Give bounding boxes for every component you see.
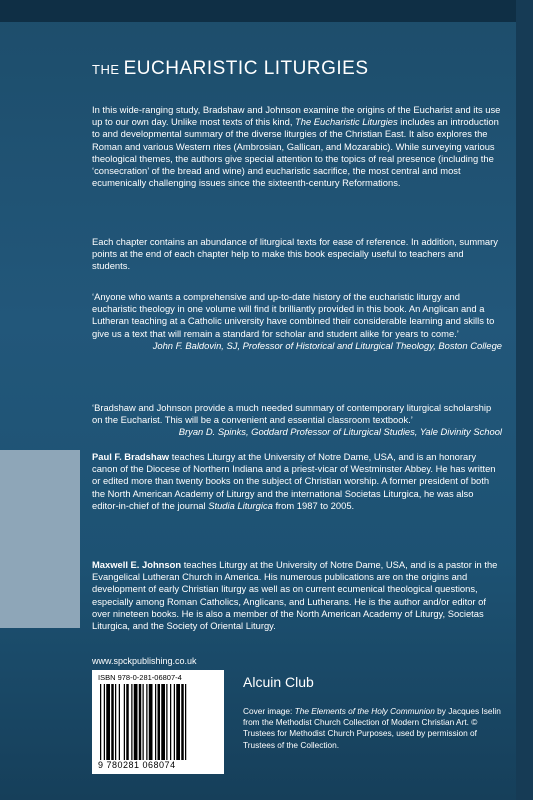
cover-image-credit: [243, 706, 505, 751]
description-text-a: In this wide-ranging study, Bradshaw and Johnson examine the origins of the Eucharist and its use up to our own day. Unlike most texts of this kind,: [92, 104, 501, 128]
isbn-label: ISBN 978-0-281-06807-4: [98, 673, 182, 682]
endorsement-quote: ‘Bradshaw and Johnson provide a much needed summary of contemporary liturgical scholarship on the Eucharist. This will be a convenient and essential classroom textbook.’: [92, 402, 492, 426]
author-name: Maxwell E. Johnson: [92, 559, 182, 570]
artwork-title: The Elements of the Holy Communion: [294, 706, 435, 716]
publisher-website[interactable]: www.spckpublishing.co.uk: [92, 656, 197, 666]
credit-text-b: by Jacques Iselin from the Methodist Church Collection of Modern Christian Art. © Trustees for Methodist Church Purposes, used by permission of Trustees of the Collection.: [243, 706, 501, 750]
title-article: THE: [92, 62, 124, 77]
endorsement-spinks: [92, 402, 502, 439]
bio-text: teaches Liturgy at the University of Notre Dame, USA, and is a pastor in the Evangelical Lutheran Church in America. His numerous publications are on the origins and development of early Christian liturgy as well as on current ecumenical theological questions, especially among Roman Catholics, Anglicans, and Lutherans. He is the author and/or editor of over nineteen books. He is also a member of the North American Academy of Liturgy, Societas Liturgica, and the Society of Oriental Liturgy.: [92, 559, 498, 632]
side-color-band: [0, 450, 80, 628]
description-text-b: includes an introduction to and developmental summary of the diverse liturgies of the Christian East. It also explores the Roman and various Western rites (Ambrosian, Gallican, and Mozarabic). While surveying various theological themes, the authors give special attention to the topics of real presence (including the ‘consecration’ of the bread and wine) and eucharistic sacrifice, the most central and most ecumenically challenging issues since the sixteenth-century Reformations.: [92, 116, 499, 189]
description-book-title: The Eucharistic Liturgies: [295, 116, 398, 128]
right-edge-strip: [516, 0, 533, 800]
journal-title: Studia Liturgica: [208, 499, 273, 511]
endorsement-attribution: Bryan D. Spinks, Goddard Professor of Liturgical Studies, Yale Divinity School: [178, 426, 502, 438]
description-paragraph: [92, 104, 502, 189]
bio-text-a: teaches Liturgy at the University of Notre Dame, USA, and is an honorary canon of the Diocese of Northern Indiana and a priest-vicar of Westminster Abbey. He has written or edited more than twenty books on the subject of Christian worship. A former president of both the North American Academy of Liturgy and the international Societas Liturgica, he was also editor-in-chief of the journal: [92, 451, 496, 511]
title-main: EUCHARISTIC LITURGIES: [123, 58, 369, 79]
endorsement-attribution: John F. Baldovin, SJ, Professor of Historical and Liturgical Theology, Boston College: [152, 339, 502, 351]
top-color-strip: [0, 0, 533, 22]
bio-text-b: from 1987 to 2005.: [272, 499, 355, 511]
barcode-icon: [100, 684, 216, 760]
publisher-name: Alcuin Club: [243, 674, 314, 690]
endorsement-quote: ‘Anyone who wants a comprehensive and up-to-date history of the eucharistic liturgy and eucharistic theology in one volume will find it brilliantly provided in this book. An Anglican and a Lutheran teaching at a Catholic university have combined their considerable learning and skills to give us a text that will remain a standard for scholar and student alike for years to come.’: [92, 291, 495, 339]
credit-text-a: Cover image:: [243, 706, 295, 716]
isbn-digits: 9 780281 068074: [98, 760, 176, 770]
author-bio-johnson: [92, 559, 502, 632]
book-title: [92, 58, 369, 80]
author-name: Paul F. Bradshaw: [92, 451, 170, 462]
barcode-panel: [92, 670, 224, 774]
endorsement-baldovin: [92, 291, 502, 352]
summary-paragraph: Each chapter contains an abundance of liturgical texts for ease of reference. In addition, summary points at the end of each chapter help to make this book especially useful to teachers and students.: [92, 236, 498, 272]
author-bio-bradshaw: [92, 451, 502, 512]
